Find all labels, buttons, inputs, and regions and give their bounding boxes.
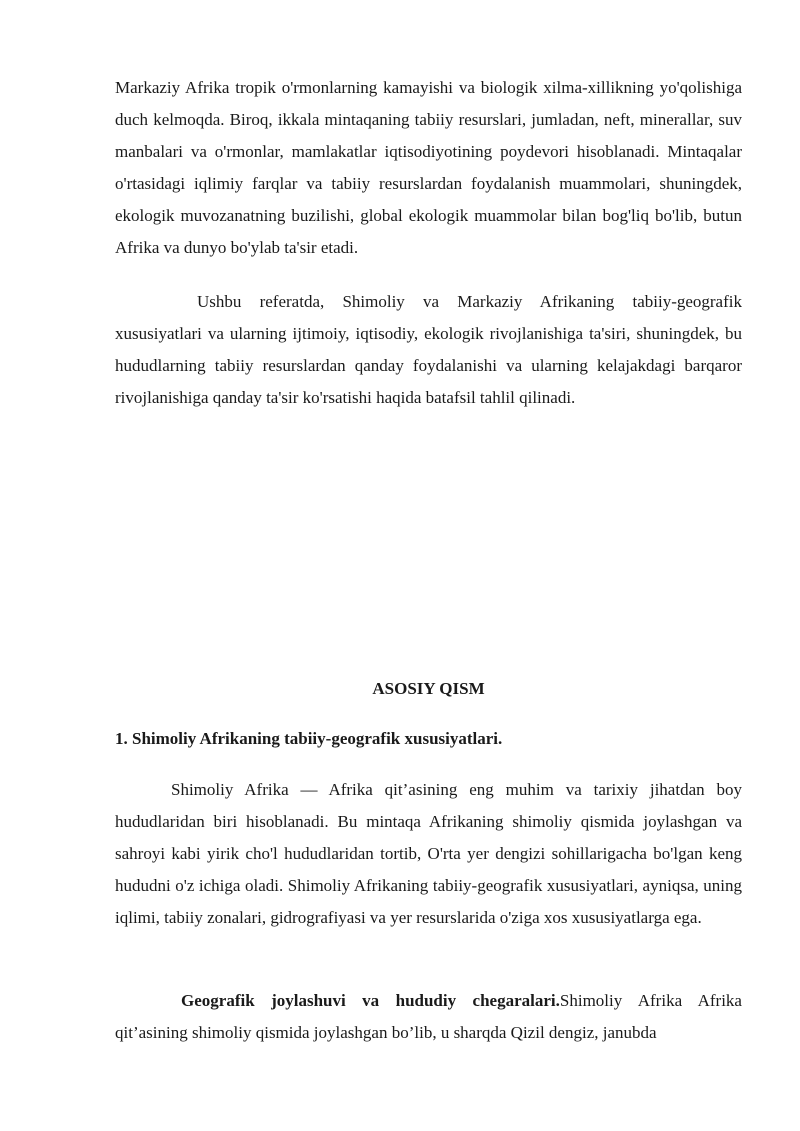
paragraph-north-africa-overview: Shimoliy Afrika — Afrika qit’asining eng muhim va tarixiy jihatdan boy hududlaridan biri hisoblanadi. Bu mintaqa Afrikaning shimoliy qismida joylashgan va sahroyi kabi yirik cho'l hududlaridan tortib, O'rta yer dengizi sohillarigacha bo'lgan keng hududni o'z ichiga oladi. Shimoliy Afrikaning tabiiy-geografik xususiyatlari, ayniqsa, uning iqlimi, tabiiy zonalari, gidrografiyasi va yer resurslarida o'ziga xos xususiyatlarga ega. [115, 780, 742, 927]
main-section-heading: ASOSIY QISM [372, 679, 485, 698]
paragraph-intro-continuation: Markaziy Afrika tropik o'rmonlarning kamayishi va biologik xilma-xillikning yo'qolishiga duch kelmoqda. Biroq, ikkala mintaqaning tabiiy resurslari, jumladan, neft, minerallar, suv manbalari va o'rmonlar, mamlakatlar iqtisodiyotining poydevori hisoblanadi. Mintaqalar o'rtasidagi iqlimiy farqlar va tabiiy resurslardan foydalanish muammolari, shuningdek, ekologik muvozanatning buzilishi, global ekologik muammolar bilan bog'liq bo'lib, butun Afrika va dunyo bo'ylab ta'sir etadi. [115, 78, 742, 257]
paragraph-referat-purpose: Ushbu referatda, Shimoliy va Markaziy Afrikaning tabiiy-geografik xususiyatlari va ularning ijtimoiy, iqtisodiy, ekologik rivojlanishiga ta'siri, shuningdek, bu hududlarning tabiiy resurslardan qanday foydalanishi va ularning kelajakdagi barqaror rivojlanishiga qanday ta'sir ko'rsatishi haqida batafsil tahlil qilinadi. [115, 292, 742, 407]
paragraph-geographic-location [115, 985, 742, 1049]
subheading-geographic-location: Geografik joylashuvi va hududiy chegaralari. [181, 991, 560, 1010]
paragraph-geographic-location-text: Shimoliy Afrika Afrika qit’asining shimoliy qismida joylashgan bo’lib, u sharqda Qizil dengiz, janubda [115, 991, 742, 1042]
section-1-title: 1. Shimoliy Afrikaning tabiiy-geografik xususiyatlari. [115, 729, 503, 748]
